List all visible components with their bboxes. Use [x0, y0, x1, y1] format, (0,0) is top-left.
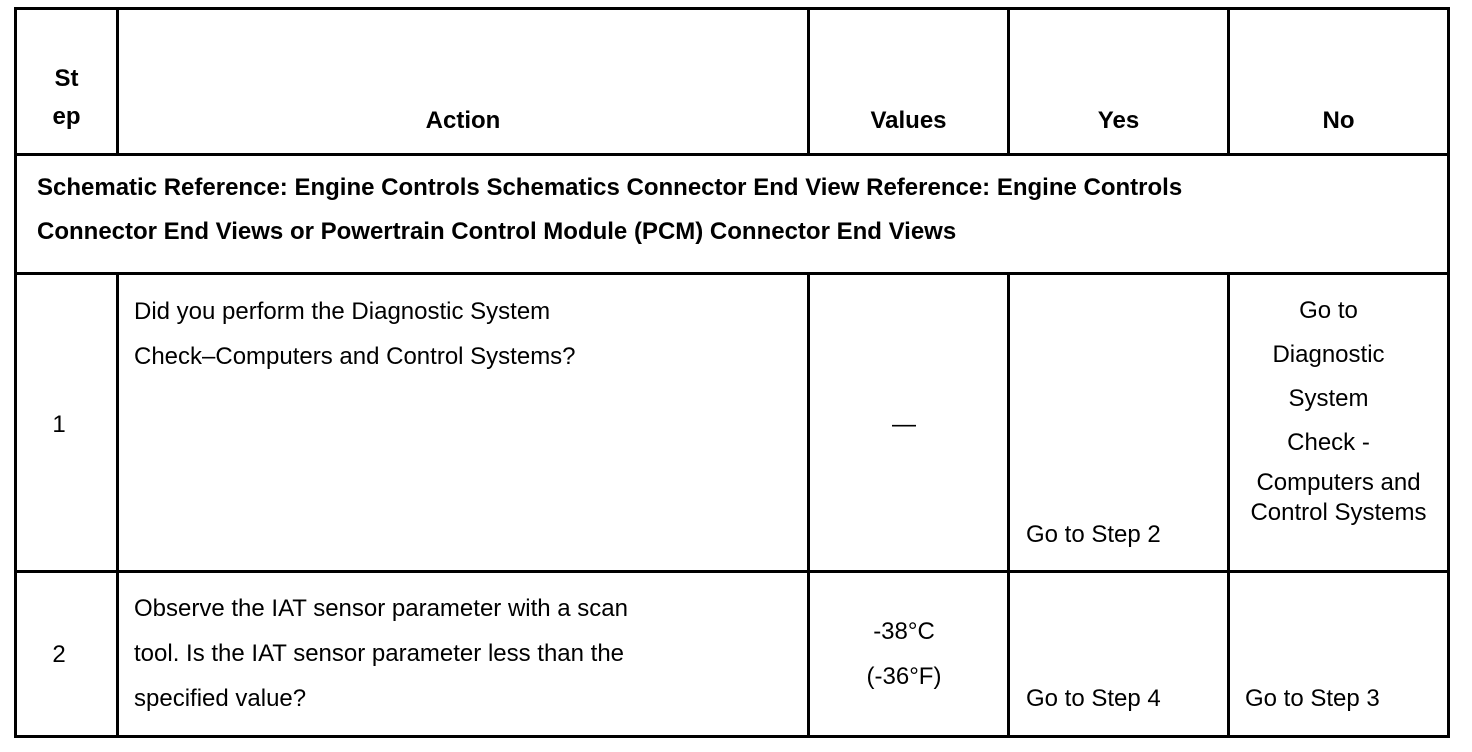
- header-step-line: St: [54, 65, 79, 92]
- yes-action: Go to Step 2: [1026, 521, 1161, 548]
- action-text-line: specified value?: [134, 685, 307, 712]
- step-number: 2: [52, 641, 66, 668]
- table-border-bottom: [14, 735, 1450, 738]
- header-values: Values: [870, 107, 947, 134]
- no-action-line: Check -: [1287, 429, 1370, 456]
- value-text-line: (-36°F): [866, 663, 942, 690]
- row-divider: [14, 570, 1450, 573]
- schematic-reference-line: Connector End Views or Powertrain Control Module (PCM) Connector End Views: [37, 218, 957, 245]
- action-text-line: tool. Is the IAT sensor parameter less than the: [134, 640, 625, 667]
- action-text-line: Did you perform the Diagnostic System: [134, 298, 551, 325]
- header-step-line: ep: [52, 103, 81, 130]
- column-divider: [116, 272, 119, 738]
- table-border-top: [14, 7, 1450, 10]
- action-text-line: Observe the IAT sensor parameter with a scan: [134, 595, 629, 622]
- action-text: [134, 289, 794, 379]
- no-action-line: System: [1288, 385, 1369, 412]
- action-text: [134, 586, 794, 721]
- value-text: [810, 609, 998, 699]
- schematic-reference: [37, 166, 1437, 254]
- value-text-line: -38°C: [873, 618, 935, 645]
- action-text-line: Check–Computers and Control Systems?: [134, 343, 576, 370]
- no-action-line: Control Systems: [1250, 499, 1427, 526]
- table-border-right: [1447, 7, 1450, 738]
- schematic-reference-line: Schematic Reference: Engine Controls Schematics Connector End View Reference: Engine Controls: [37, 174, 1183, 201]
- yes-action: Go to Step 4: [1026, 685, 1161, 712]
- no-action-line: Diagnostic: [1272, 341, 1385, 368]
- no-action: [1230, 289, 1447, 528]
- step-number: 1: [52, 411, 66, 438]
- column-divider: [1007, 272, 1010, 738]
- header-action: Action: [425, 107, 501, 134]
- no-action-line: Computers and: [1256, 469, 1421, 496]
- value-text: —: [892, 411, 916, 438]
- header-no: No: [1322, 107, 1355, 134]
- no-action-line: Go to: [1299, 297, 1358, 324]
- header-divider: [14, 153, 1450, 156]
- no-action: Go to Step 3: [1245, 685, 1380, 712]
- header-step: [17, 60, 116, 136]
- header-yes: Yes: [1097, 107, 1140, 134]
- reference-divider: [14, 272, 1450, 275]
